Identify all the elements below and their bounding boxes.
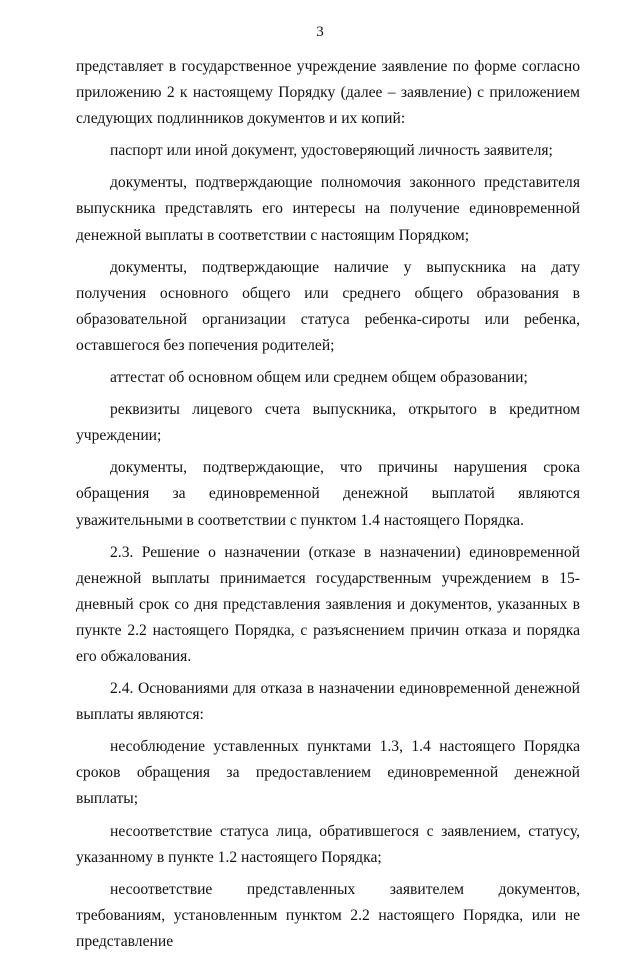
document-body	[76, 54, 580, 955]
paragraph-representative-docs: документы, подтверждающие полномочия законного представителя выпускника представлять его интересы на получение единовременной денежной выплаты в соответствии с настоящим Порядком;	[76, 174, 580, 244]
paragraph-passport: паспорт или иной документ, удостоверяющий личность заявителя;	[110, 142, 553, 160]
paragraph-status-mismatch: несоответствие статуса лица, обратившегося с заявлением, статусу, указанному в пункте 1.2 настоящего Порядка;	[76, 822, 580, 866]
paragraph-continuation: представляет в государственное учреждение заявление по форме согласно приложению 2 к настоящему Порядку (далее – заявление) с приложением следующих подлинников документов и их копий:	[76, 58, 580, 128]
paragraph-valid-reasons: документы, подтверждающие, что причины нарушения срока обращения за единовременной денежной выплатой являются уважительными в соответствии с пунктом 1.4 настоящего Порядка.	[76, 459, 580, 529]
paragraph-bank-account: реквизиты лицевого счета выпускника, открытого в кредитном учреждении;	[76, 401, 580, 445]
paragraph-2-4-refusal-grounds: 2.4. Основаниями для отказа в назначении единовременной денежной выплаты являются:	[76, 680, 580, 724]
paragraph-2-3-decision: 2.3. Решение о назначении (отказе в назначении) единовременной денежной выплаты принимается государственным учреждением в 15-дневный срок со дня представления заявления и документов, указанных в пункте 2.2 настоящего Порядка, с разъяснением причин отказа и порядка его обжалования.	[76, 543, 580, 665]
paragraph-orphan-status-docs: документы, подтверждающие наличие у выпускника на дату получения основного общего или среднего общего образования в образовательной организации статуса ребенка-сироты или ребенка, оставшегося без попечения родителей;	[76, 258, 580, 354]
paragraph-documents-mismatch: несоответствие представленных заявителем документов, требованиям, установленным пунктом 2.2 настоящего Порядка, или не представление	[76, 880, 580, 950]
page-number: 3	[316, 24, 324, 40]
paragraph-deadline-violation: несоблюдение уставленных пунктами 1.3, 1.4 настоящего Порядка сроков обращения за предоставлением единовременной денежной выплаты;	[76, 738, 580, 808]
paragraph-certificate: аттестат об основном общем или среднем общем образовании;	[110, 369, 528, 387]
